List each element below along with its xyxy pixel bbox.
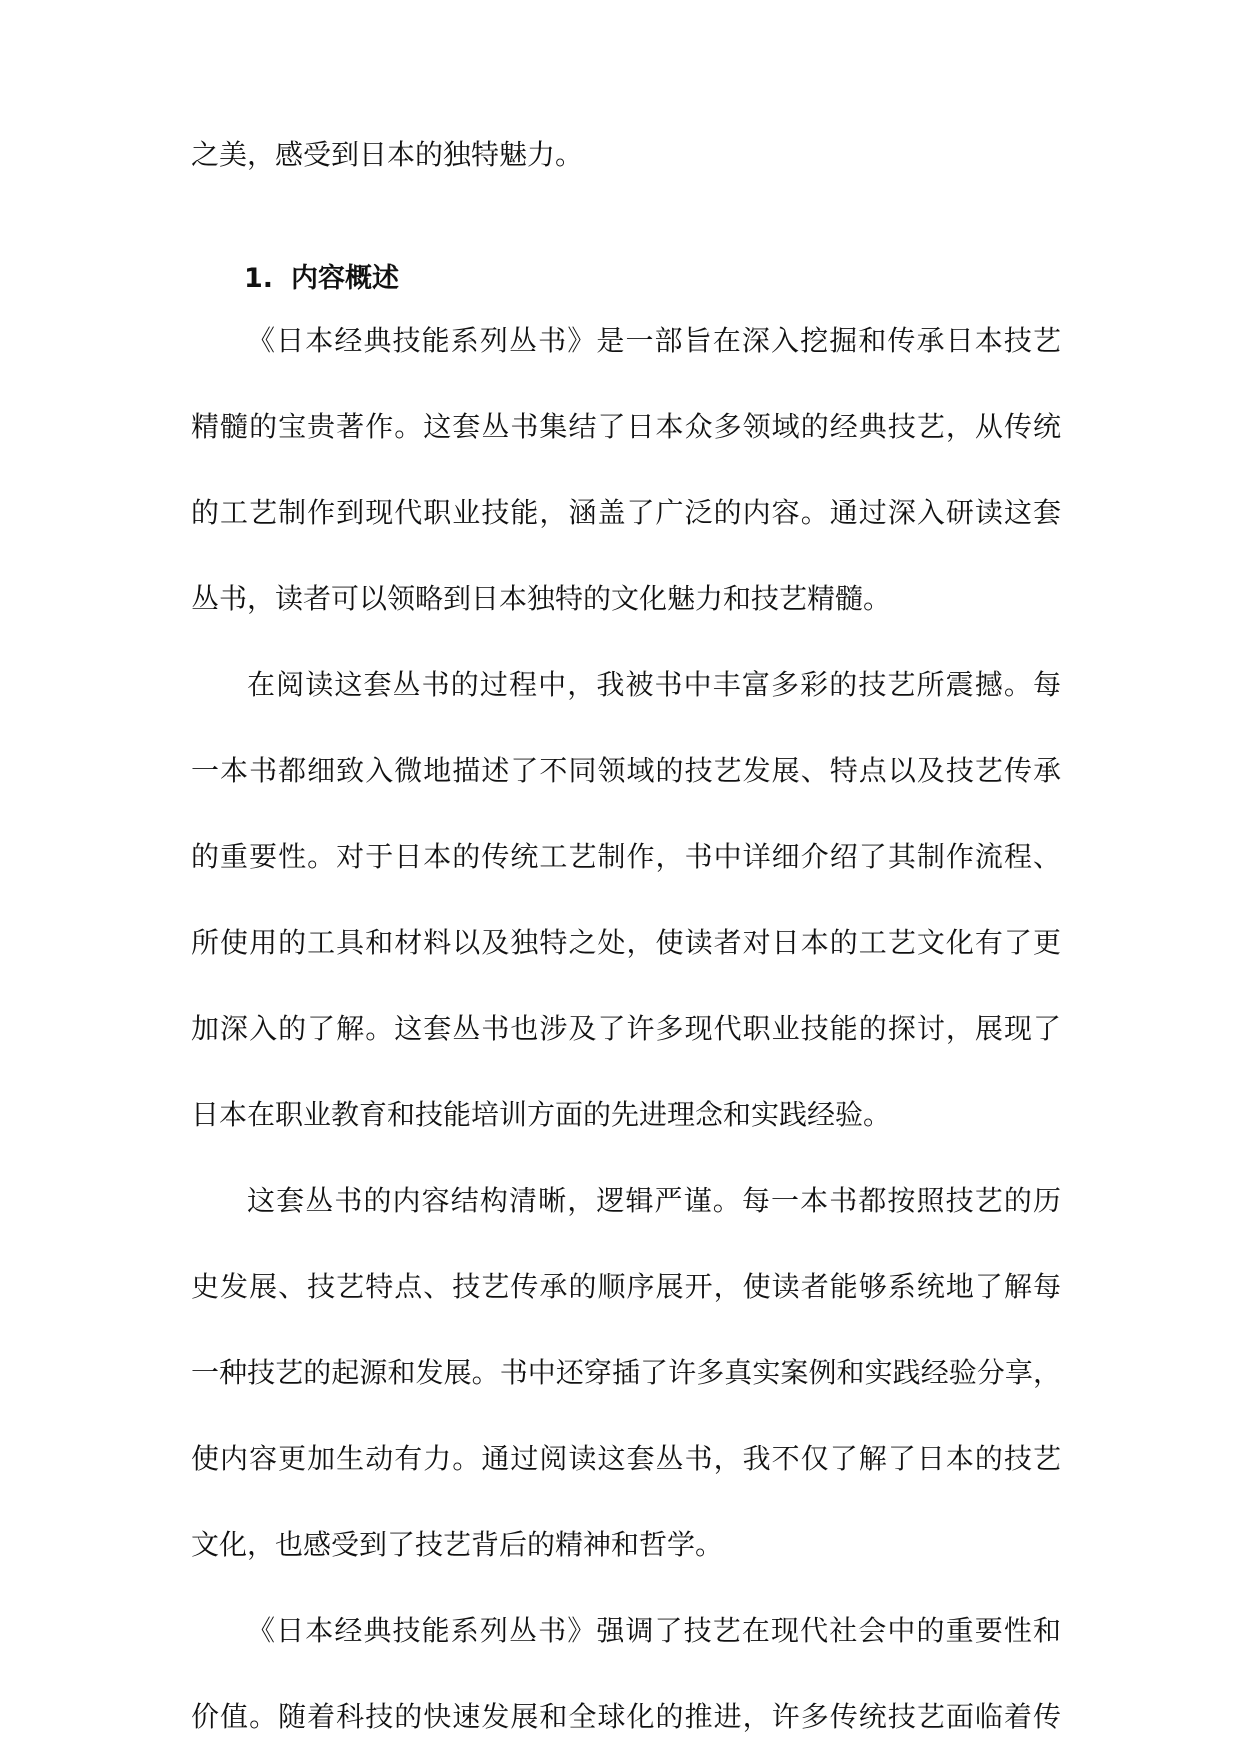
paragraph-2: [191, 642, 1061, 1158]
section-number: 1.: [244, 263, 274, 294]
paragraph-4: [191, 1588, 1061, 1760]
paragraph-line: 加深入的了解。这套丛书也涉及了许多现代职业技能的探讨，展现了: [191, 1012, 1061, 1045]
paragraph-1: [191, 298, 1061, 642]
paragraph-line: 史发展、技艺特点、技艺传承的顺序展开，使读者能够系统地了解每: [191, 1270, 1061, 1303]
intro-line: 之美，感受到日本的独特魅力。: [191, 138, 584, 171]
paragraph-line: 丛书，读者可以领略到日本独特的文化魅力和技艺精髓。: [191, 582, 892, 615]
paragraph-line: 在阅读这套丛书的过程中，我被书中丰富多彩的技艺所震撼。每: [247, 668, 1061, 701]
paragraph-line: 的重要性。对于日本的传统工艺制作，书中详细介绍了其制作流程、: [191, 840, 1061, 873]
paragraph-line: 精髓的宝贵著作。这套丛书集结了日本众多领域的经典技艺，从传统: [191, 410, 1061, 443]
paragraph-line: 所使用的工具和材料以及独特之处，使读者对日本的工艺文化有了更: [191, 926, 1061, 959]
paragraph-3: [191, 1158, 1061, 1588]
paragraph-line: 一种技艺的起源和发展。书中还穿插了许多真实案例和实践经验分享，: [191, 1356, 1061, 1389]
paragraph-line: 的工艺制作到现代职业技能，涵盖了广泛的内容。通过深入研读这套: [191, 496, 1061, 529]
body-text: [191, 298, 1061, 1760]
paragraph-line: 价值。随着科技的快速发展和全球化的推进，许多传统技艺面临着传: [191, 1700, 1061, 1733]
paragraph-line: 《日本经典技能系列丛书》强调了技艺在现代社会中的重要性和: [247, 1614, 1061, 1647]
paragraph-line: 《日本经典技能系列丛书》是一部旨在深入挖掘和传承日本技艺: [247, 324, 1061, 357]
paragraph-line: 文化，也感受到了技艺背后的精神和哲学。: [191, 1528, 724, 1561]
paragraph-line: 使内容更加生动有力。通过阅读这套丛书，我不仅了解了日本的技艺: [191, 1442, 1061, 1475]
paragraph-line: 这套丛书的内容结构清晰，逻辑严谨。每一本书都按照技艺的历: [247, 1184, 1061, 1217]
paragraph-line: 日本在职业教育和技能培训方面的先进理念和实践经验。: [191, 1098, 892, 1131]
intro-text: [191, 112, 1061, 198]
paragraph-line: 一本书都细致入微地描述了不同领域的技艺发展、特点以及技艺传承: [191, 754, 1061, 787]
section-title: 内容概述: [291, 263, 400, 294]
